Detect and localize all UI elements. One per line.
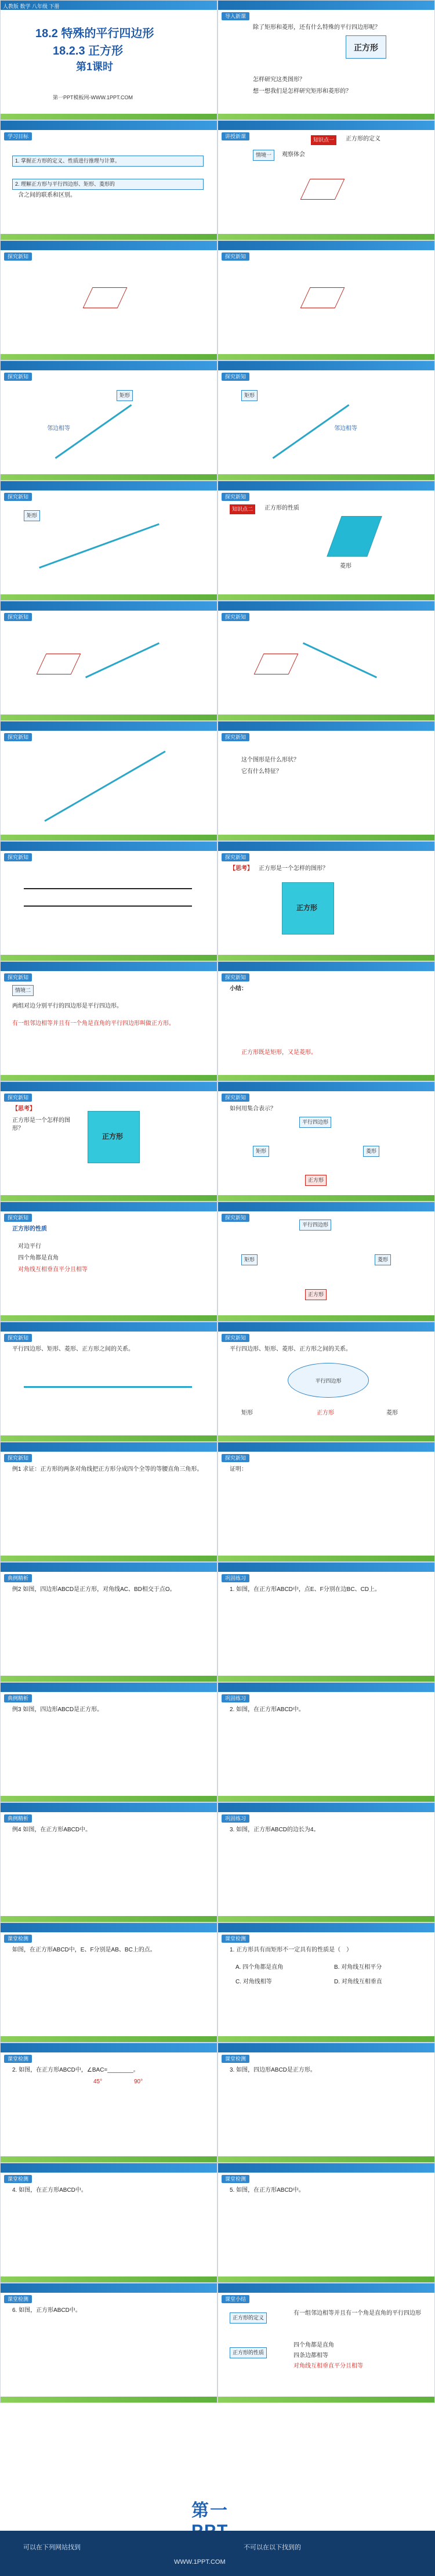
set-question: 如何用集合表示？ (230, 1106, 276, 1112)
slide-explore-9[interactable] (217, 721, 435, 841)
slide-relation-1[interactable] (0, 1322, 217, 1442)
section-tag: 探究新知 (222, 853, 249, 861)
section-tag: 课堂检测 (4, 2175, 32, 2183)
slide-practice-3[interactable] (217, 1802, 435, 1922)
row-2 (0, 120, 435, 240)
grass-decoration (218, 955, 434, 961)
section-tag: 课堂检测 (4, 2055, 32, 2063)
square-label: 正方形 (296, 904, 318, 912)
slide-shape-chain[interactable] (217, 1202, 435, 1322)
test-text: 如图，在正方形ABCD中，E、F分别是AB、BC上的点。 (12, 1947, 156, 1953)
slide-explore-6[interactable] (0, 601, 217, 721)
rectangle-label: 矩形 (241, 390, 258, 401)
section-tag: 探究新知 (222, 252, 249, 261)
answer-1: 45° (93, 2079, 103, 2085)
square-label: 正方形 (346, 35, 386, 59)
scenario: 情境二 (12, 985, 34, 996)
rhombus-label: 菱形 (340, 563, 351, 569)
grass-decoration (1, 1435, 217, 1441)
slide-header-bar (1, 241, 217, 250)
example-text: 例1 求证：正方形的两条对角线把正方形分成四个全等的等腰直角三角形。 (12, 1466, 203, 1473)
think-label: 【思考】 (230, 865, 253, 872)
slide-test-5[interactable] (0, 2163, 217, 2283)
test-question: 6. 如图，正方形ABCD中。 (12, 2307, 81, 2314)
section-tag: 课堂小结 (222, 2295, 249, 2303)
example-text: 例2 如图，四边形ABCD是正方形，对角线AC、BD相交于点O。 (12, 1586, 176, 1593)
slide-explore-5[interactable] (0, 481, 217, 601)
practice-text: 3. 如图，正方形ABCD的边长为4。 (230, 1827, 320, 1833)
grass-decoration (218, 1315, 434, 1321)
grass-decoration (1, 114, 217, 120)
test-question: 2. 如图，在正方形ABCD中，∠BAC=________。 (12, 2067, 139, 2073)
slide-header-bar (1, 361, 217, 370)
property-2: 四个角都是直角 (18, 1255, 59, 1261)
rectangle-node: 矩形 (253, 1146, 269, 1157)
grass-decoration (218, 1556, 434, 1561)
relation-text: 平行四边形、矩形、菱形、正方形之间的关系。 (230, 1346, 351, 1352)
slide-header-bar (1, 1563, 217, 1572)
slide-header-bar (1, 842, 217, 851)
row-1 (0, 0, 435, 120)
slide-intro[interactable] (217, 0, 435, 120)
section-tag: 课堂检测 (222, 2175, 249, 2183)
slide-header-bar (1, 962, 217, 971)
summary-def-text: 有一组邻边相等并且有一个角是直角的平行四边形 (293, 2310, 421, 2317)
row-6 (0, 601, 435, 721)
slide-explore-10[interactable] (0, 841, 217, 961)
grass-decoration (218, 1796, 434, 1802)
rectangle-node: 矩形 (241, 1254, 258, 1265)
section-tag: 探究新知 (4, 252, 32, 261)
parallelogram-node: 平行四边形 (299, 1117, 331, 1128)
slide-header-bar (218, 1082, 434, 1091)
slide-practice-1[interactable] (217, 1562, 435, 1682)
slide-header-bar (1, 1082, 217, 1091)
horizontal-line-2 (24, 905, 192, 907)
grass-decoration (218, 715, 434, 720)
slide-header-bar (218, 1803, 434, 1812)
goal-2b: 含之间的联系和区别。 (18, 192, 76, 199)
parallelogram-shape (300, 179, 345, 200)
test-question: 1. 正方形具有而矩形不一定具有的性质是（ ） (230, 1947, 353, 1953)
slide-test-7[interactable] (0, 2283, 217, 2403)
section-tag: 探究新知 (4, 1334, 32, 1342)
slide-header-bar (1, 601, 217, 611)
slide-explore-4[interactable] (217, 360, 435, 481)
row-13 (0, 1442, 435, 1562)
footer-text-2: 不可以在以下找到的 (244, 2544, 301, 2551)
site-credit: 第一PPT模板网-WWW.1PPT.COM (53, 95, 133, 100)
slide-header-bar (218, 361, 434, 370)
section-tag: 巩固练习 (222, 1814, 249, 1823)
square-label: 正方形 (102, 1132, 124, 1141)
slide-header-bar (218, 1202, 434, 1211)
row-15 (0, 1682, 435, 1802)
row-11 (0, 1202, 435, 1322)
slide-header-bar (218, 601, 434, 611)
section-tag: 探究新知 (4, 493, 32, 501)
rectangle-label: 矩形 (117, 390, 133, 401)
arrow-line (24, 1386, 192, 1388)
row-9 (0, 961, 435, 1081)
section-tag: 典例精析 (4, 1694, 32, 1702)
summary-label: 小结： (230, 986, 247, 992)
slide-header-bar (1, 1803, 217, 1812)
section-tag: 探究新知 (222, 1214, 249, 1222)
grass-decoration (1, 2156, 217, 2162)
option-a[interactable]: A. 四个角都是直角 (235, 1964, 284, 1971)
grass-decoration (1, 1796, 217, 1802)
example-text: 例4 如图，在正方形ABCD中。 (12, 1827, 92, 1833)
option-d[interactable]: D. 对角线互相垂直 (334, 1979, 382, 1985)
edition-badge: 人教版 数学 八年级 下册 (3, 3, 60, 9)
slide-proof[interactable] (217, 1442, 435, 1562)
test-question: 5. 如图，在正方形ABCD中。 (230, 2187, 304, 2193)
slide-header-bar (218, 121, 434, 130)
slide-header-bar (218, 2043, 434, 2052)
slide-header-bar (1, 1442, 217, 1452)
knowledge-point: 知识点一 (311, 135, 336, 145)
grass-decoration (1, 2276, 217, 2282)
section-tag: 探究新知 (4, 853, 32, 861)
row-4 (0, 360, 435, 481)
slide-header-bar (1, 2043, 217, 2052)
section-tag: 探究新知 (222, 733, 249, 741)
parallelogram-shape (300, 287, 345, 308)
set-square: 正方形 (317, 1410, 334, 1416)
lesson-subtitle: 18.2.3 正方形 (53, 45, 124, 57)
section-tag: 探究新知 (4, 1454, 32, 1462)
slide-summary[interactable] (217, 2283, 435, 2403)
section-tag: 课堂检测 (4, 1935, 32, 1943)
row-16 (0, 1802, 435, 1922)
grass-decoration (1, 1916, 217, 1922)
grass-decoration (218, 835, 434, 840)
grass-decoration (218, 2276, 434, 2282)
question: 这个图形是什么形状？ (241, 757, 299, 763)
section-tag: 典例精析 (4, 1574, 32, 1582)
section-tag: 探究新知 (4, 733, 32, 741)
slide-header-bar (1, 721, 217, 731)
knowledge-title: 正方形的性质 (264, 505, 299, 511)
row-19 (0, 2163, 435, 2283)
square-node: 正方形 (305, 1289, 327, 1300)
slide-header-bar (218, 1, 434, 10)
slide-think-2[interactable] (0, 1081, 217, 1202)
test-question: 3. 如图，四边形ABCD是正方形。 (230, 2067, 316, 2073)
grass-decoration (1, 1315, 217, 1321)
arrow-line (44, 751, 165, 822)
lesson-period: 第1课时 (76, 61, 114, 73)
slide-goals[interactable] (0, 120, 217, 240)
scenario-text-1: 两组对边分别平行的四边形是平行四边形。 (12, 1003, 122, 1009)
condition-label: 邻边相等 (47, 425, 70, 432)
slide-think[interactable] (217, 841, 435, 961)
slide-explore-2[interactable] (217, 240, 435, 360)
slide-header-bar (218, 1923, 434, 1932)
condition-label: 邻边相等 (334, 425, 357, 432)
section-tag: 学习目标 (4, 132, 32, 140)
grass-decoration (218, 2156, 434, 2162)
row-17 (0, 1922, 435, 2043)
section-tag: 导入新课 (222, 12, 249, 20)
section-tag: 课堂检测 (4, 2295, 32, 2303)
example-text: 例3 如图，四边形ABCD是正方形。 (12, 1706, 103, 1713)
question-2: 它有什么特征？ (241, 769, 282, 775)
footer-text-1: 可以在下列网站找到 (23, 2544, 81, 2551)
section-tag: 探究新知 (222, 1454, 249, 1462)
section-tag: 探究新知 (4, 613, 32, 621)
practice-text: 1. 如图，在正方形ABCD中，点E、F分别在边BC、CD上。 (230, 1586, 381, 1593)
slide-explore-1[interactable] (0, 240, 217, 360)
goal-1: 1. 掌握正方形的定义、性质进行推理与计算。 (12, 156, 204, 167)
slide-property-list[interactable] (0, 1202, 217, 1322)
think-label: 【思考】 (12, 1106, 35, 1112)
arrow-line (303, 643, 377, 679)
slide-practice-2[interactable] (217, 1682, 435, 1802)
slide-header-bar (1, 481, 217, 490)
slide-header-bar (1, 1923, 217, 1932)
grass-decoration (218, 114, 434, 120)
arrow-line (85, 643, 160, 679)
intro-question-2: 怎样研究这类图形？ (253, 77, 305, 83)
row-7 (0, 721, 435, 841)
slide-header-bar (1, 1202, 217, 1211)
grass-decoration (1, 474, 217, 480)
parallelogram-shape (37, 654, 81, 674)
property-title: 正方形的性质 (12, 1226, 47, 1232)
rhombus-node: 菱形 (363, 1146, 379, 1157)
grass-decoration (1, 835, 217, 840)
property-3: 对角线互相垂直平分且相等 (18, 1267, 88, 1273)
section-tag: 探究新知 (4, 973, 32, 982)
summary-prop-1: 四个角都是直角 (293, 2342, 334, 2348)
grass-decoration (1, 1676, 217, 1682)
row-12 (0, 1322, 435, 1442)
section-tag: 探究新知 (222, 613, 249, 621)
slide-header-bar (1, 1683, 217, 1692)
row-20 (0, 2283, 435, 2403)
summary-properties: 正方形的性质 (230, 2347, 267, 2358)
row-5 (0, 481, 435, 601)
slide-relation-2[interactable] (217, 1322, 435, 1442)
slide-header-bar (218, 1322, 434, 1332)
slide-header-bar (218, 481, 434, 490)
grass-decoration (218, 1676, 434, 1682)
section-tag: 巩固练习 (222, 1694, 249, 1702)
scenario-title: 观察体会 (282, 151, 305, 158)
slide-header-bar (1, 2283, 217, 2293)
parallelogram-shape (254, 654, 299, 674)
section-tag: 讲授新课 (222, 132, 249, 140)
lesson-title: 18.2 特殊的平行四边形 (35, 27, 154, 40)
slide-test-1[interactable] (0, 1922, 217, 2043)
grass-decoration (218, 1916, 434, 1922)
slide-example-3[interactable] (0, 1682, 217, 1802)
summary-definition: 正方形的定义 (230, 2312, 267, 2324)
set-outer: 平行四边形 (288, 1363, 369, 1398)
think-question: 正方形是一个怎样的图形？ (259, 865, 328, 872)
row-14 (0, 1562, 435, 1682)
slide-header-bar (218, 2163, 434, 2173)
section-tag: 探究新知 (222, 493, 249, 501)
grass-decoration (218, 1195, 434, 1201)
think-question: 正方形是一个怎样的图形？ (12, 1117, 70, 1132)
relation-text: 平行四边形、矩形、菱形、正方形之间的关系。 (12, 1346, 134, 1352)
summary-prop-2: 四条边都相等 (293, 2353, 328, 2359)
row-18 (0, 2043, 435, 2163)
intro-question: 除了矩形和菱形，还有什么特殊的平行四边形呢？ (253, 24, 380, 31)
section-tag: 探究新知 (222, 1334, 249, 1342)
grass-decoration (1, 955, 217, 961)
slide-header-bar (1, 1322, 217, 1332)
slide-set-relation[interactable] (217, 1081, 435, 1202)
row-8 (0, 841, 435, 961)
slide-summary-1[interactable] (217, 961, 435, 1081)
slide-example-4[interactable] (0, 1802, 217, 1922)
section-tag: 探究新知 (222, 1094, 249, 1102)
goal-2: 2. 理解正方形与平行四边形、矩形、菱形的 (12, 179, 204, 190)
row-3 (0, 240, 435, 360)
section-tag: 探究新知 (222, 973, 249, 982)
footer-url[interactable]: WWW.1PPT.COM (174, 2559, 226, 2566)
slide-test-6[interactable] (217, 2163, 435, 2283)
slide-test-3[interactable] (0, 2043, 217, 2163)
grass-decoration (218, 2397, 434, 2402)
slide-definition[interactable] (217, 120, 435, 240)
grass-decoration (218, 1435, 434, 1441)
set-rhombus: 菱形 (386, 1410, 398, 1416)
rhombus-shape (327, 516, 382, 557)
slide-test-4[interactable] (217, 2043, 435, 2163)
grass-decoration (1, 1556, 217, 1561)
slide-explore-8[interactable] (0, 721, 217, 841)
slide-explore-7[interactable] (217, 601, 435, 721)
footer-banner (0, 2531, 435, 2576)
square-node: 正方形 (305, 1175, 327, 1186)
slide-header-bar (1, 121, 217, 130)
section-tag: 课堂检测 (222, 2055, 249, 2063)
slide-header-bar (1, 2163, 217, 2173)
slide-header-bar (218, 721, 434, 731)
ppt-logo: 第一 (191, 2501, 229, 2520)
slide-header-bar (218, 962, 434, 971)
intro-question-3: 想一想我们是怎样研究矩形和菱形的？ (253, 88, 351, 95)
grass-decoration (218, 474, 434, 480)
grass-decoration (1, 715, 217, 720)
section-tag: 探究新知 (4, 1094, 32, 1102)
section-tag: 探究新知 (4, 373, 32, 381)
grass-decoration (218, 2036, 434, 2042)
slide-test-2[interactable] (217, 1922, 435, 2043)
scenario: 情境一 (253, 150, 274, 161)
grass-decoration (1, 1195, 217, 1201)
test-question: 4. 如图，在正方形ABCD中。 (12, 2187, 87, 2193)
grass-decoration (1, 354, 217, 360)
grass-decoration (218, 594, 434, 600)
practice-text: 2. 如图，在正方形ABCD中。 (230, 1706, 304, 1713)
grass-decoration (1, 2036, 217, 2042)
row-10 (0, 1081, 435, 1202)
proof-label: 证明： (230, 1466, 247, 1473)
set-rect: 矩形 (241, 1410, 253, 1416)
section-tag: 课堂检测 (222, 1935, 249, 1943)
section-tag: 巩固练习 (222, 1574, 249, 1582)
section-tag: 探究新知 (4, 1214, 32, 1222)
knowledge-point: 知识点二 (230, 504, 255, 514)
slide-example-2[interactable] (0, 1562, 217, 1682)
section-tag: 典例精析 (4, 1814, 32, 1823)
grass-decoration (1, 2397, 217, 2402)
rhombus-node: 菱形 (375, 1254, 391, 1265)
grass-decoration (218, 1075, 434, 1081)
slide-title[interactable] (0, 0, 217, 120)
slide-header-bar (218, 1563, 434, 1572)
slide-header-bar (218, 842, 434, 851)
slide-header-bar (218, 1683, 434, 1692)
answer-2: 90° (134, 2079, 143, 2085)
parallelogram-node: 平行四边形 (299, 1220, 331, 1231)
property-1: 对边平行 (18, 1243, 41, 1250)
slide-header-bar (218, 1442, 434, 1452)
slide-scenario-2[interactable] (0, 961, 217, 1081)
slide-explore-3[interactable] (0, 360, 217, 481)
summary-answer: 正方形既是矩形，又是菱形。 (241, 1049, 317, 1056)
grass-decoration (218, 234, 434, 240)
scenario-text-2: 有一组邻边相等并且有一个角是直角的平行四边形叫做正方形。 (12, 1020, 175, 1027)
slide-example-1[interactable] (0, 1442, 217, 1562)
knowledge-title: 正方形的定义 (346, 136, 380, 142)
grass-decoration (1, 234, 217, 240)
slide-header-bar (218, 241, 434, 250)
arrow-line (39, 523, 160, 568)
section-tag: 探究新知 (222, 373, 249, 381)
slide-header-bar (218, 2283, 434, 2293)
summary-prop-3: 对角线互相垂直平分且相等 (293, 2363, 363, 2369)
slide-properties[interactable] (217, 481, 435, 601)
parallelogram-shape (83, 287, 128, 308)
grass-decoration (218, 354, 434, 360)
grass-decoration (1, 1075, 217, 1081)
horizontal-line (24, 888, 192, 889)
rectangle-label: 矩形 (24, 510, 40, 521)
grass-decoration (1, 594, 217, 600)
option-c[interactable]: C. 对角线相等 (235, 1979, 272, 1985)
option-b[interactable]: B. 对角线互相平分 (334, 1964, 382, 1971)
